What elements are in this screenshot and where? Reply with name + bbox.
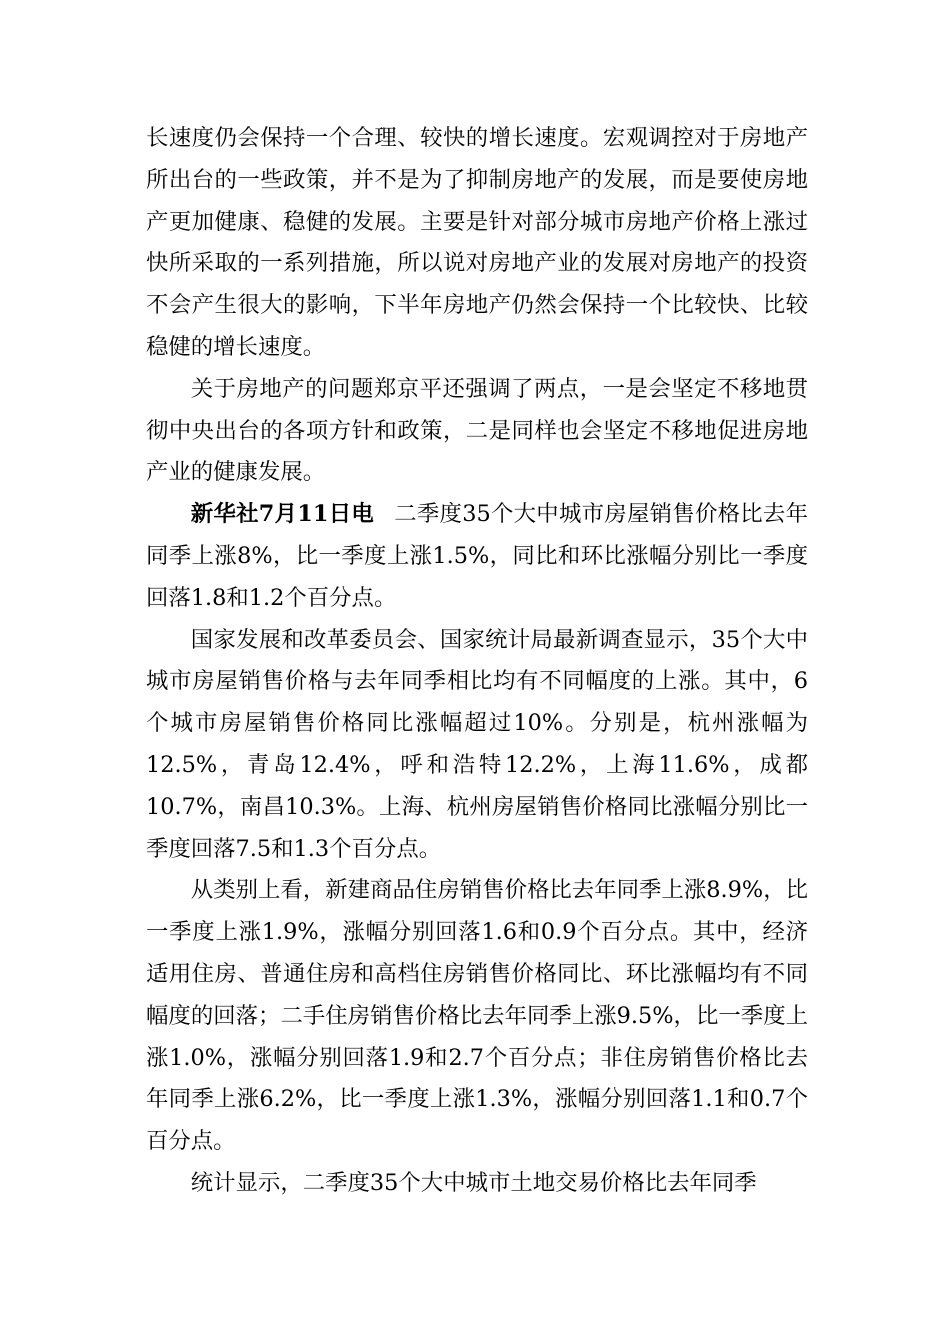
news-dateline: 新华社7月11日电 [190,501,375,528]
paragraph-text: 从类别上看，新建商品住房销售价格比去年同季上涨8.9%，比一季度上涨1.9%，涨幅分别回落1.6和0.9个百分点。其中，经济适用住房、普通住房和高档住房销售价格同比、环比涨幅均有不同幅度的回落；二手住房销售价格比去年同季上涨9.5%，比一季度上涨1.0%，涨幅分别回落1.9和2.7个百分点；非住房销售价格比去年同季上涨6.2%，比一季度上涨1.3%，涨幅分别回落1.1和0.7个百分点。 [146,877,808,1155]
paragraph-text: 统计显示，二季度35个大中城市土地交易价格比去年同季 [190,1169,757,1196]
paragraph-6 [146,1163,808,1205]
document-page [146,118,808,1205]
paragraph-text: 国家发展和改革委员会、国家统计局最新调查显示，35个大中城市房屋销售价格与去年同季相比均有不同幅度的上涨。其中，6个城市房屋销售价格同比涨幅超过10%。分别是，杭州涨幅为12.5%，青岛12.4%，呼和浩特12.2%，上海11.6%，成都10.7%，南昌10.3%。上海、杭州房屋销售价格同比涨幅分别比一季度回落7.5和1.3个百分点。 [146,626,808,862]
paragraph-4 [146,620,808,871]
paragraph-1 [146,118,808,369]
paragraph-3 [146,494,808,619]
paragraph-text: 长速度仍会保持一个合理、较快的增长速度。宏观调控对于房地产所出台的一些政策，并不是为了抑制房地产的发展，而是要使房地产更加健康、稳健的发展。主要是针对部分城市房地产价格上涨过快所采取的一系列措施，所以说对房地产业的发展对房地产的投资不会产生很大的影响，下半年房地产仍然会保持一个比较快、比较稳健的增长速度。 [146,125,808,360]
paragraph-text: 二季度35个大中城市房屋销售价格比去年同季上涨8%，比一季度上涨1.5%，同比和环比涨幅分别比一季度回落1.8和1.2个百分点。 [146,501,808,611]
paragraph-5 [146,870,808,1163]
paragraph-2 [146,369,808,494]
paragraph-text: 关于房地产的问题郑京平还强调了两点，一是会坚定不移地贯彻中央出台的各项方针和政策，二是同样也会坚定不移地促进房地产业的健康发展。 [146,375,808,486]
